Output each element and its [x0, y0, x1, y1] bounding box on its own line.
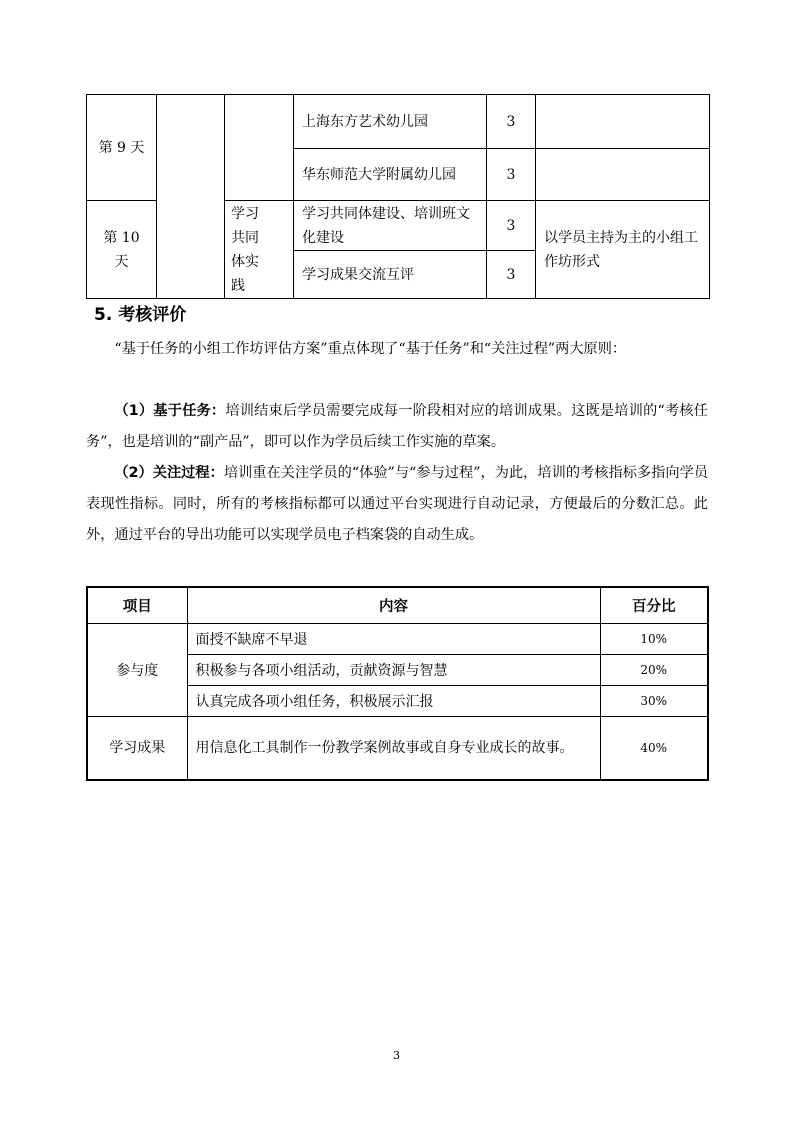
day-cell: 第 9 天 [87, 95, 157, 201]
content-cell: 学习成果交流互评 [294, 251, 487, 299]
point1-label: （1）基于任务： [114, 403, 226, 419]
point2-label: （2）关注过程： [114, 465, 224, 481]
column-header: 内容 [187, 587, 600, 624]
category-cell [225, 201, 294, 299]
percent-cell: 40% [600, 717, 708, 781]
category-line: 共同 [231, 229, 259, 246]
content-cell: 用信息化工具制作一份教学案例故事或自身专业成长的故事。 [187, 717, 600, 781]
category-line: 体实 [231, 253, 259, 270]
percent-cell: 10% [600, 624, 708, 655]
table-row [87, 95, 710, 149]
table-header-row [87, 587, 708, 624]
table-row [87, 717, 708, 781]
point2-text: 培训重在关注学员的“体验”与“参与过程”，为此，培训的考核指标多指向学员表现性指标。同时，所有的考核指标都可以通过平台实现进行自动记录，方便最后的分数汇总。此外，通过平台的导出功能可以实现学员电子档案袋的自动生成。 [86, 465, 709, 543]
content-cell: 上海东方艺术幼儿园 [294, 95, 487, 149]
category-line: 学习 [231, 205, 259, 222]
item-cell: 参与度 [87, 624, 187, 717]
content-cell: 华东师范大学附属幼儿园 [294, 149, 487, 201]
note-cell [536, 149, 710, 201]
point1-paragraph [86, 396, 708, 458]
hours-cell: 3 [487, 201, 536, 251]
hours-cell: 3 [487, 251, 536, 299]
empty-cell [157, 95, 225, 299]
point1-text: 培训结束后学员需要完成每一阶段相对应的培训成果。这既是培训的“考核任务”，也是培训的“副产品”，即可以作为学员后续工作实施的草案。 [86, 403, 708, 450]
note-cell [536, 95, 710, 149]
content-cell: 积极参与各项小组活动，贡献资源与智慧 [187, 655, 600, 686]
column-header: 项目 [87, 587, 187, 624]
content-cell: 面授不缺席不早退 [187, 624, 600, 655]
column-header: 百分比 [600, 587, 708, 624]
note-cell: 以学员主持为主的小组工作坊形式 [536, 201, 710, 299]
percent-cell: 30% [600, 686, 708, 717]
evaluation-table [86, 586, 709, 781]
category-line: 践 [231, 277, 245, 294]
table-row [87, 624, 708, 655]
point2-paragraph [86, 458, 708, 551]
item-cell: 学习成果 [87, 717, 187, 781]
content-cell: 学习共同体建设、培训班文化建设 [294, 201, 487, 251]
day-cell: 第 10 天 [87, 201, 157, 299]
schedule-table [86, 94, 710, 299]
page-number: 3 [393, 1049, 400, 1062]
intro-paragraph: “基于任务的小组工作坊评估方案”重点体现了“基于任务”和“关注过程”两大原则： [114, 341, 627, 357]
hours-cell: 3 [487, 95, 536, 149]
hours-cell: 3 [487, 149, 536, 201]
empty-cell [225, 95, 294, 201]
section-heading: 5. 考核评价 [94, 305, 187, 325]
content-cell: 认真完成各项小组任务，积极展示汇报 [187, 686, 600, 717]
percent-cell: 20% [600, 655, 708, 686]
